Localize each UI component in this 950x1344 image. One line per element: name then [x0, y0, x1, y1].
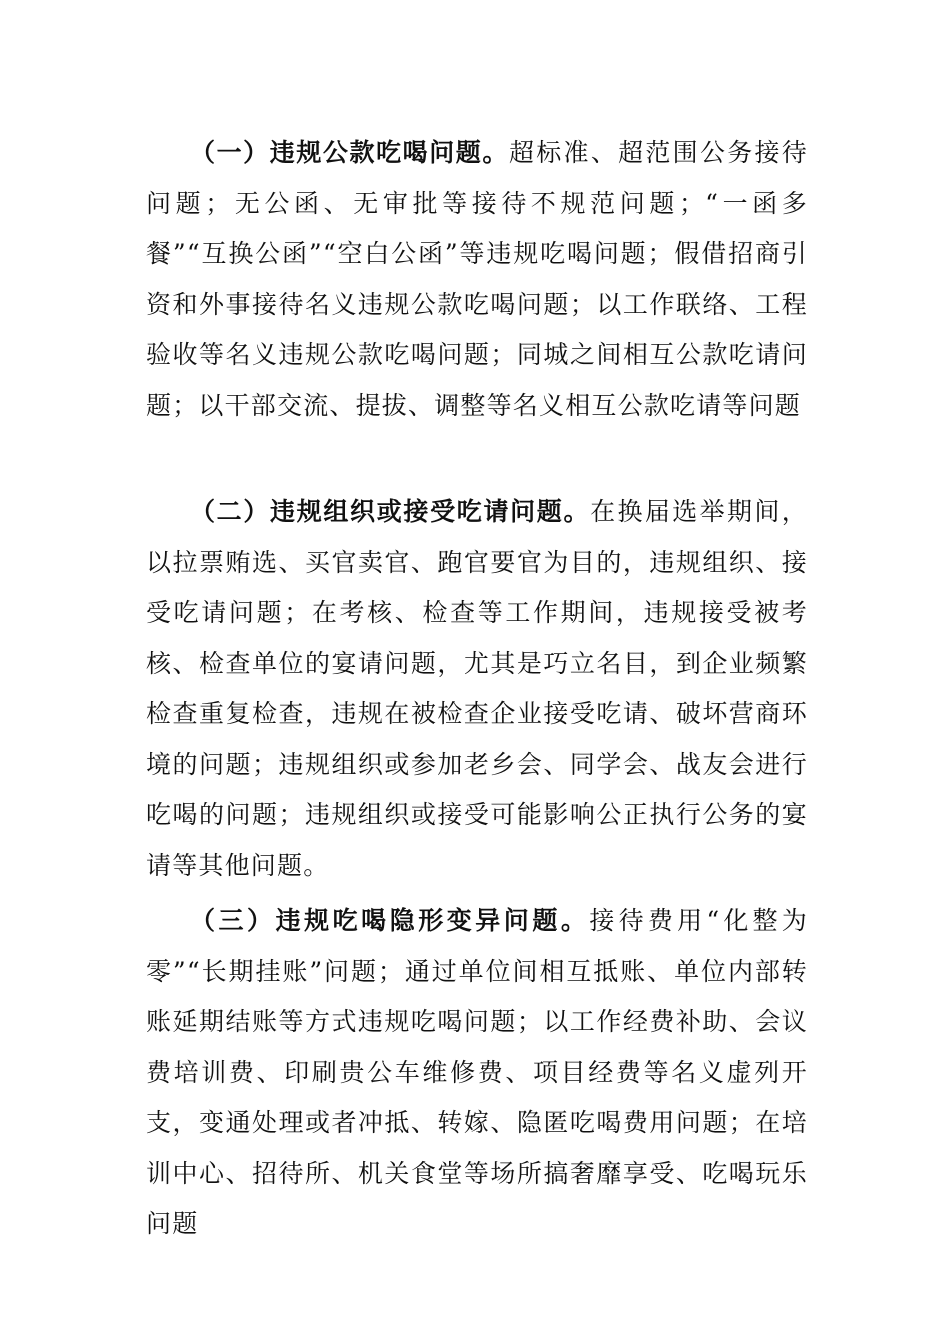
section-heading-2: （二）违规组织或接受吃请问题。 — [190, 497, 591, 526]
section-paragraph-1 — [146, 128, 808, 431]
section-body-3: 接待费用“化整为零”“长期挂账”问题；通过单位间相互抵账、单位内部转账延期结账等方式违规吃喝问题；以工作经费补助、会议费培训费、印刷贵公车维修费、项目经费等名义虚列开支，变通处理或者冲抵、转嫁、隐匿吃喝费用问题；在培训中心、招待所、机关食堂等场所搞奢靡享受、吃喝玩乐问题 — [146, 906, 808, 1238]
section-paragraph-3 — [146, 896, 808, 1250]
section-heading-1: （一）违规公款吃喝问题。 — [190, 138, 509, 167]
section-body-2: 在换届选举期间，以拉票贿选、买官卖官、跑官要官为目的，违规组织、接受吃请问题；在考核、检查等工作期间，违规接受被考核、检查单位的宴请问题，尤其是巧立名目，到企业频繁检查重复检查，违规在被检查企业接受吃请、破坏营商环境的问题；违规组织或参加老乡会、同学会、战友会进行吃喝的问题；违规组织或接受可能影响公正执行公务的宴请等其他问题。 — [146, 497, 808, 880]
section-body-1: 超标准、超范围公务接待问题；无公函、无审批等接待不规范问题；“一函多餐”“互换公函”“空白公函”等违规吃喝问题；假借招商引资和外事接待名义违规公款吃喝问题；以工作联络、工程验收等名义违规公款吃喝问题；同城之间相互公款吃请问题；以干部交流、提拔、调整等名义相互公款吃请等问题 — [146, 138, 808, 420]
section-paragraph-2 — [146, 487, 808, 891]
section-heading-3: （三）违规吃喝隐形变异问题。 — [190, 906, 590, 935]
